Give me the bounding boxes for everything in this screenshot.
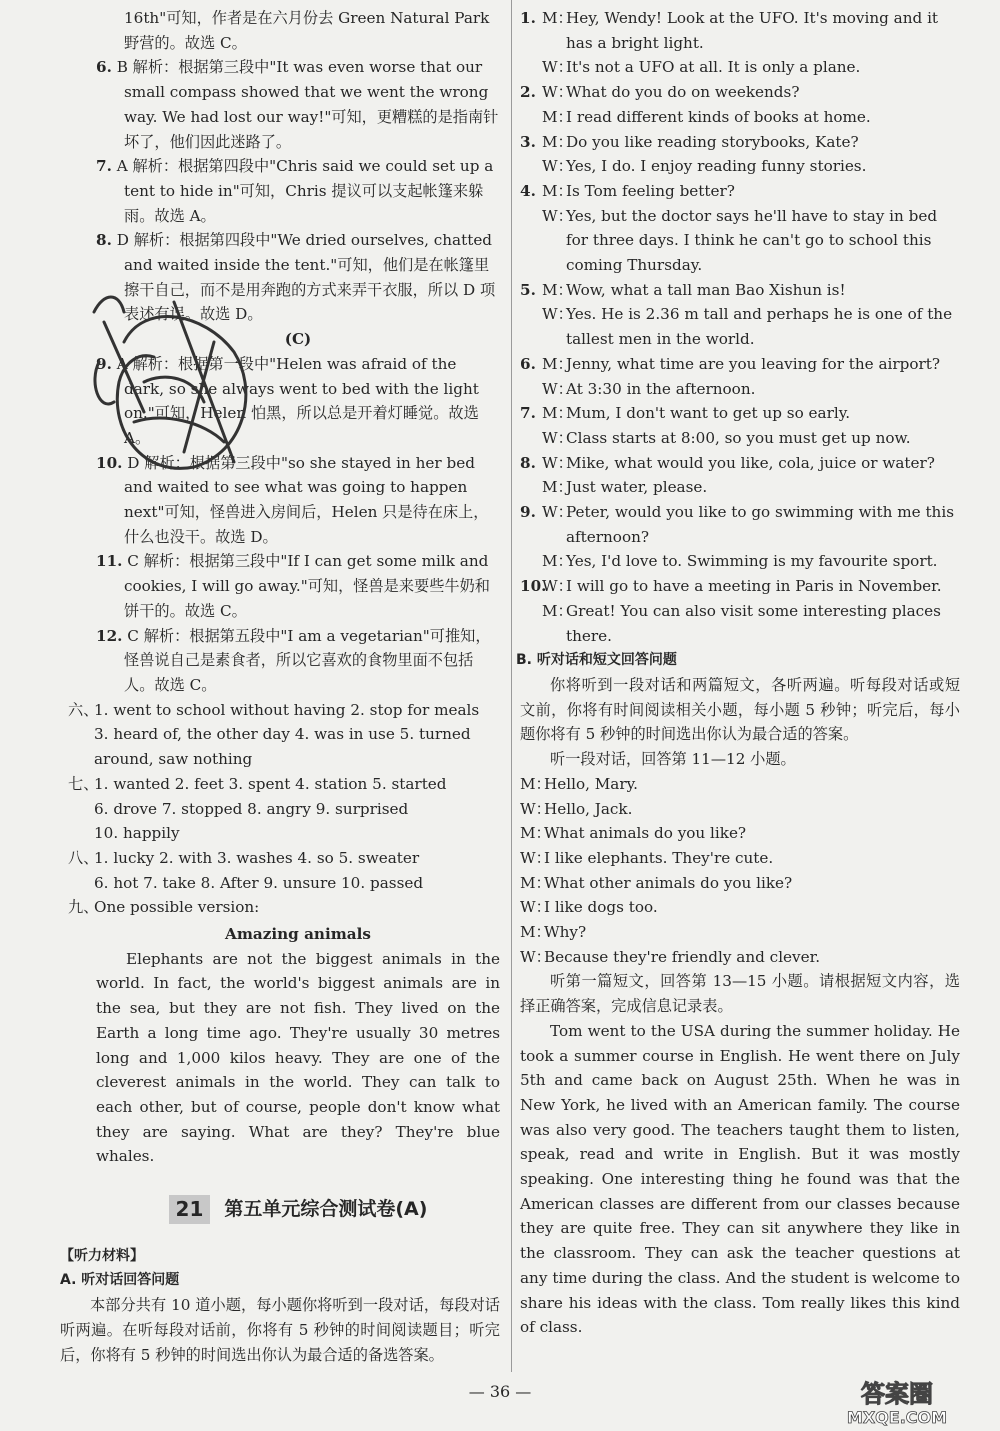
- answer-item: 9. A 解析：根据第一段中"Helen was afraid of the dark, so she always went to bed with the light on."可知，Helen 怕黑，所以总是开着灯睡觉。故选 A。: [96, 354, 479, 447]
- dialog-line: [520, 599, 960, 648]
- dialog-text: Hey, Wendy! Look at the UFO. It's moving and it has a bright light.: [566, 9, 939, 52]
- dialog-text: Is Tom feeling better?: [566, 181, 735, 200]
- speaker: W：: [542, 58, 573, 77]
- chat-line: [520, 920, 960, 945]
- speaker: W：: [542, 157, 573, 176]
- speaker: M：: [542, 478, 573, 497]
- svg-text:MXQE.COM: MXQE.COM: [846, 1408, 948, 1427]
- chat-line: [520, 821, 960, 846]
- dialog-number: [520, 302, 542, 351]
- dialog-text: I will go to have a meeting in Paris in November.: [566, 577, 942, 596]
- exercise-9: 九、 One possible version:: [68, 898, 260, 917]
- speaker: M：: [520, 873, 551, 892]
- dialog-number: [520, 549, 542, 574]
- dialog-text: Great! You can also visit some interesting places there.: [566, 601, 941, 645]
- speaker: M：: [542, 280, 573, 299]
- dialog-number: [520, 105, 542, 130]
- answer-item: 11. C 解析：根据第三段中"If I can get some milk and cookies, I will go away."可知，怪兽是来要些牛奶和饼干的。故选 C。: [96, 552, 490, 620]
- answer-item: 7. A 解析：根据第四段中"Chris said we could set up a tent to hide in"可知，Chris 提议可以支起帐篷来躲雨。故选 A。: [96, 157, 494, 225]
- speaker: M：: [542, 552, 573, 571]
- dialog-number: 10.: [520, 577, 547, 596]
- speaker: W：: [542, 503, 573, 522]
- passage-text: Tom went to the USA during the summer holiday. He took a summer course in English. He went there on July 5th and came back on August 25th. When he was in New York, he lived with an American family. The course was also very good. The teachers taught them to listen, speak, read and write in English. But it was mostly speaking. One interesting thing he found was that the American classes are different from our classes because they are quite free. They can sit anywhere they like in the classroom. They can ask the teacher questions at any time during the class. And the student is welcome to share his ideas with the class. Tom really likes this kind of class.: [520, 1021, 960, 1337]
- dialog-number: [520, 475, 542, 500]
- chat-line: [520, 895, 960, 920]
- answer-item: 12. C 解析：根据第五段中"I am a vegetarian"可推知，怪兽说自己是素食者，所以它喜欢的食物里面不包括人。故选 C。: [96, 626, 491, 694]
- speaker: M：: [520, 923, 551, 942]
- speaker: W：: [542, 206, 573, 225]
- dialog-number: 8.: [520, 453, 536, 472]
- dialog-number: 5.: [520, 280, 536, 299]
- handwriting-scribble: [84, 282, 284, 492]
- speaker: M：: [542, 9, 573, 27]
- chat-dialog: [520, 772, 960, 970]
- section-b-text: 你将听到一段对话和两篇短文，各听两遍。听每段对话或短文前，你将有时间阅读相关小题，每小题 5 秒钟；听完后，每小题你将有 5 秒钟的时间选出你认为最合适的答案。: [520, 675, 960, 744]
- dialog-line: [520, 179, 960, 204]
- chat-text: I like dogs too.: [544, 898, 658, 917]
- dialog-text: At 3:30 in the afternoon.: [566, 379, 756, 398]
- column-divider: [511, 0, 512, 1372]
- dialog-line: [520, 80, 960, 105]
- dialog-line: [520, 500, 960, 549]
- dialog-number: 6.: [520, 354, 536, 373]
- left-column: [60, 6, 500, 1367]
- continued-line: 16th"可知，作者是在六月份去 Green Natural Park: [124, 9, 490, 27]
- unit-title: 第五单元综合测试卷(A): [224, 1198, 428, 1221]
- passage-intro: 听第一篇短文，回答第 13—15 小题。请根据短文内容，选择正确答案，完成信息记录表。: [520, 972, 960, 1016]
- answer-item: 6. B 解析：根据第三段中"It was even worse that our small compass showed that we went the wrong way. We had lost our way!"可知，更糟糕的是指南针坏了，他们因此迷路了。: [96, 58, 499, 151]
- dialog-line: [520, 377, 960, 402]
- dialog-line: [520, 549, 960, 574]
- dialog-line: [520, 574, 960, 599]
- right-column: [516, 6, 960, 1340]
- dialog-text: Jenny, what time are you leaving for the airport?: [566, 354, 941, 373]
- chat-line: [520, 871, 960, 896]
- dialog-number: 4.: [520, 181, 536, 200]
- speaker: M：: [542, 404, 573, 423]
- speaker: M：: [542, 601, 573, 620]
- watermark-logo: [808, 1378, 986, 1428]
- speaker: W：: [520, 947, 551, 966]
- speaker: W：: [542, 83, 573, 102]
- dialog-text: Yes, I'd love to. Swimming is my favourite sport.: [566, 552, 938, 571]
- dialog-number: 7.: [520, 404, 536, 423]
- dialog-line: [520, 302, 960, 351]
- svg-text:答案圈: 答案圈: [861, 1380, 933, 1408]
- essay-title: Amazing animals: [225, 925, 371, 944]
- dialog-text: What do you do on weekends?: [566, 83, 800, 102]
- dialog-number: [520, 204, 542, 278]
- chat-text: Hello, Mary.: [544, 774, 639, 793]
- dialog-text: Do you like reading storybooks, Kate?: [566, 132, 859, 151]
- dialog-text: Yes, I do. I enjoy reading funny stories.: [566, 157, 867, 176]
- chat-text: Because they're friendly and clever.: [544, 947, 821, 966]
- dialog-text: Mike, what would you like, cola, juice or water?: [566, 453, 935, 472]
- dialog-text: Yes, but the doctor says he'll have to stay in bed for three days. I think he can't go to school this coming Thursday.: [566, 206, 938, 275]
- answer-item: 10. D 解析：根据第三段中"so she stayed in her bed and waited to see what was going to happen next"可知，怪兽进入房间后，Helen 只是待在床上，什么也没干。故选 D。: [96, 453, 489, 546]
- speaker: W：: [542, 428, 573, 447]
- chat-line: [520, 945, 960, 970]
- dialog-number: 3.: [520, 132, 536, 151]
- dialog-line: [520, 6, 960, 55]
- chat-text: I like elephants. They're cute.: [544, 848, 774, 867]
- answer-item: 8. D 解析：根据第四段中"We dried ourselves, chatted and waited inside the tent."可知，他们是在帐篷里擦干自己，而不是用奔跑的方式来弄干衣服，所以 D 项表述有误。故选 D。: [96, 231, 496, 324]
- dialog-line: [520, 401, 960, 426]
- continued-line: 野营的。故选 C。: [124, 33, 247, 52]
- dialog-line: [520, 475, 960, 500]
- dialog-line: [520, 451, 960, 476]
- speaker: W：: [542, 379, 573, 398]
- speaker: W：: [542, 577, 573, 596]
- dialog-text: Yes. He is 2.36 m tall and perhaps he is one of the tallest men in the world.: [566, 305, 953, 349]
- chat-text: Hello, Jack.: [544, 799, 633, 818]
- dialog-number: [520, 154, 542, 179]
- dialog-line: [520, 105, 960, 130]
- listening-label: 【听力材料】: [60, 1247, 144, 1264]
- speaker: W：: [542, 305, 573, 324]
- speaker: W：: [520, 799, 551, 818]
- speaker: W：: [520, 898, 551, 917]
- dialog-text: It's not a UFO at all. It is only a plane.: [566, 58, 861, 77]
- dialog-number: 1.: [520, 9, 536, 27]
- dialog-number: 9.: [520, 503, 536, 522]
- speaker: W：: [520, 848, 551, 867]
- dialog-text: I read different kinds of books at home.: [566, 107, 871, 126]
- dialog-line: [520, 426, 960, 451]
- dialog-line: [520, 278, 960, 303]
- dialog-number: [520, 426, 542, 451]
- section-c-label: (C): [284, 330, 312, 349]
- dialog-number: 2.: [520, 83, 536, 102]
- section-b-title: B. 听对话和短文回答问题: [516, 652, 677, 669]
- speaker: M：: [542, 132, 573, 151]
- dialog-text: Class starts at 8:00, so you must get up now.: [566, 428, 911, 447]
- unit-header: [96, 1195, 500, 1224]
- section-a-title: A. 听对话回答问题: [60, 1272, 180, 1289]
- speaker: M：: [542, 181, 573, 200]
- unit-number: 21: [169, 1195, 211, 1224]
- dialog-list: [520, 6, 960, 648]
- exercise-8: 八、 1. lucky 2. with 3. washes 4. so 5. sweater 6. hot 7. take 8. After 9. unsure 10. passed: [68, 848, 424, 892]
- dialog-text: Wow, what a tall man Bao Xishun is!: [566, 280, 846, 299]
- dialog-text: Peter, would you like to go swimming with me this afternoon?: [566, 503, 954, 546]
- dialog-number: [520, 377, 542, 402]
- dialog-line: [520, 130, 960, 155]
- dialog-line: [520, 55, 960, 80]
- dialog-text: Just water, please.: [566, 478, 708, 497]
- dialog-line: [520, 154, 960, 179]
- exercise-7: 七、 1. wanted 2. feet 3. spent 4. station 5. started 6. drove 7. stopped 8. angry 9. surprised 10. happily: [68, 774, 447, 843]
- chat-line: [520, 846, 960, 871]
- dialog-text: Mum, I don't want to get up so early.: [566, 404, 851, 423]
- chat-text: What other animals do you like?: [544, 873, 793, 892]
- dialog-line: [520, 352, 960, 377]
- dialog-number: [520, 599, 542, 648]
- dialog-intro: 听一段对话，回答第 11—12 小题。: [550, 750, 796, 769]
- speaker: M：: [520, 824, 551, 843]
- essay-body: Elephants are not the biggest animals in the world. In fact, the world's biggest animals are in the sea, but they are not fish. They lived on the Earth a long time ago. They're usually 30 metres long and 1,000 kilos heavy. They are one of the cleverest animals in the world. They can talk to each other, but of course, people don't know what they are saying. What are they? They're blue whales.: [96, 949, 500, 1166]
- dialog-number: [520, 55, 542, 80]
- chat-line: [520, 772, 960, 797]
- section-a-text: 本部分共有 10 道小题，每小题你将听到一段对话，每段对话听两遍。在听每段对话前，你将有 5 秒钟的时间阅读题目；听完后，你将有 5 秒钟的时间选出你认为最合适的备选答案。: [60, 1296, 500, 1364]
- speaker: W：: [542, 453, 573, 472]
- exercise-6: 六、 1. went to school without having 2. stop for meals 3. heard of, the other day 4. was in use 5. turned around, saw nothing: [68, 700, 480, 769]
- chat-line: [520, 797, 960, 822]
- speaker: M：: [520, 774, 551, 793]
- page-number: — 36 —: [468, 1382, 532, 1401]
- speaker: M：: [542, 354, 573, 373]
- speaker: M：: [542, 107, 573, 126]
- chat-text: What animals do you like?: [544, 824, 747, 843]
- dialog-line: [520, 204, 960, 278]
- chat-text: Why?: [544, 923, 587, 942]
